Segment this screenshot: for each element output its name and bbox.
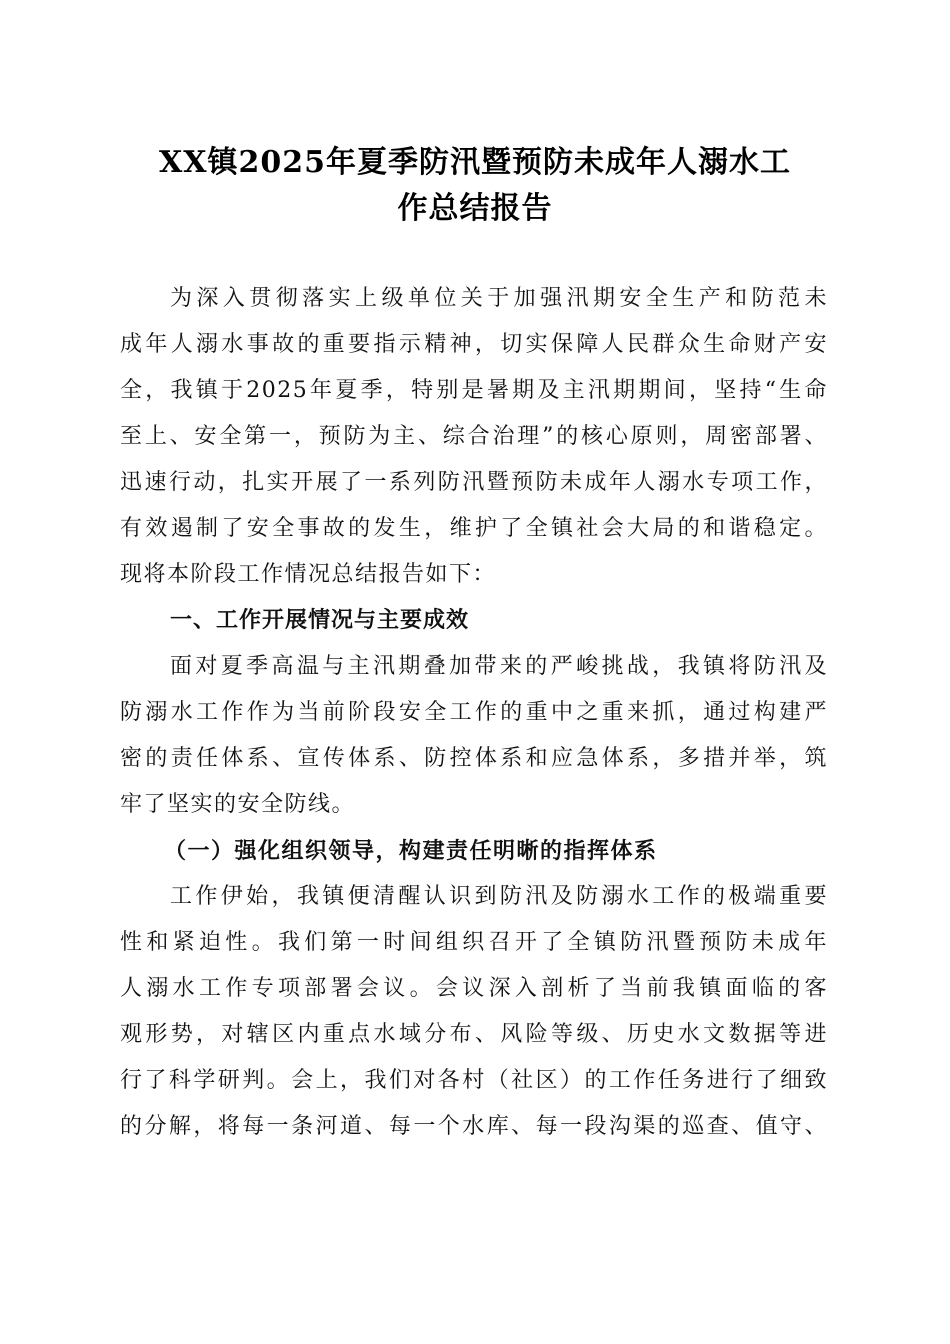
subsection-line: 的分解，将每一条河道、每一个水库、每一段沟渠的巡查、值守、: [120, 1114, 828, 1139]
subsection-line: 性和紧迫性。我们第一时间组织召开了全镇防汛暨预防未成年: [120, 930, 828, 955]
intro-line: 有效遏制了安全事故的发生，维护了全镇社会大局的和谐稳定。: [120, 516, 828, 541]
document-title-line-2: 作总结报告: [397, 191, 553, 226]
section-line: 防溺水工作作为当前阶段安全工作的重中之重来抓，通过构建严: [120, 700, 828, 725]
section-line: 面对夏季高温与主汛期叠加带来的严峻挑战，我镇将防汛及: [170, 654, 828, 679]
subsection-line: 工作伊始，我镇便清醒认识到防汛及防溺水工作的极端重要: [170, 884, 828, 909]
subsection-line: 人溺水工作专项部署会议。会议深入剖析了当前我镇面临的客: [120, 976, 828, 1001]
subsection-line: 观形势，对辖区内重点水域分布、风险等级、历史水文数据等进: [120, 1022, 828, 1047]
section-heading: 一、工作开展情况与主要成效: [170, 608, 470, 633]
subsection-line: 行了科学研判。会上，我们对各村（社区）的工作任务进行了细致: [120, 1068, 828, 1093]
section-line: 牢了坚实的安全防线。: [120, 792, 356, 817]
intro-line: 为深入贯彻落实上级单位关于加强汛期安全生产和防范未: [170, 286, 828, 311]
section-line: 密的责任体系、宣传体系、防控体系和应急体系，多措并举，筑: [120, 746, 828, 771]
intro-line: 迅速行动，扎实开展了一系列防汛暨预防未成年人溺水专项工作，: [120, 470, 828, 495]
intro-line: 至上、安全第一，预防为主、综合治理”的核心原则，周密部署、: [120, 424, 828, 449]
document-title-line-1: XX镇2025年夏季防汛暨预防未成年人溺水工: [158, 145, 792, 180]
intro-line: 全，我镇于2025年夏季，特别是暑期及主汛期期间，坚持“生命: [120, 378, 828, 403]
intro-line: 成年人溺水事故的重要指示精神，切实保障人民群众生命财产安: [120, 332, 828, 357]
intro-line: 现将本阶段工作情况总结报告如下：: [120, 562, 497, 587]
subsection-heading: （一）强化组织领导，构建责任明晰的指挥体系: [164, 838, 658, 864]
